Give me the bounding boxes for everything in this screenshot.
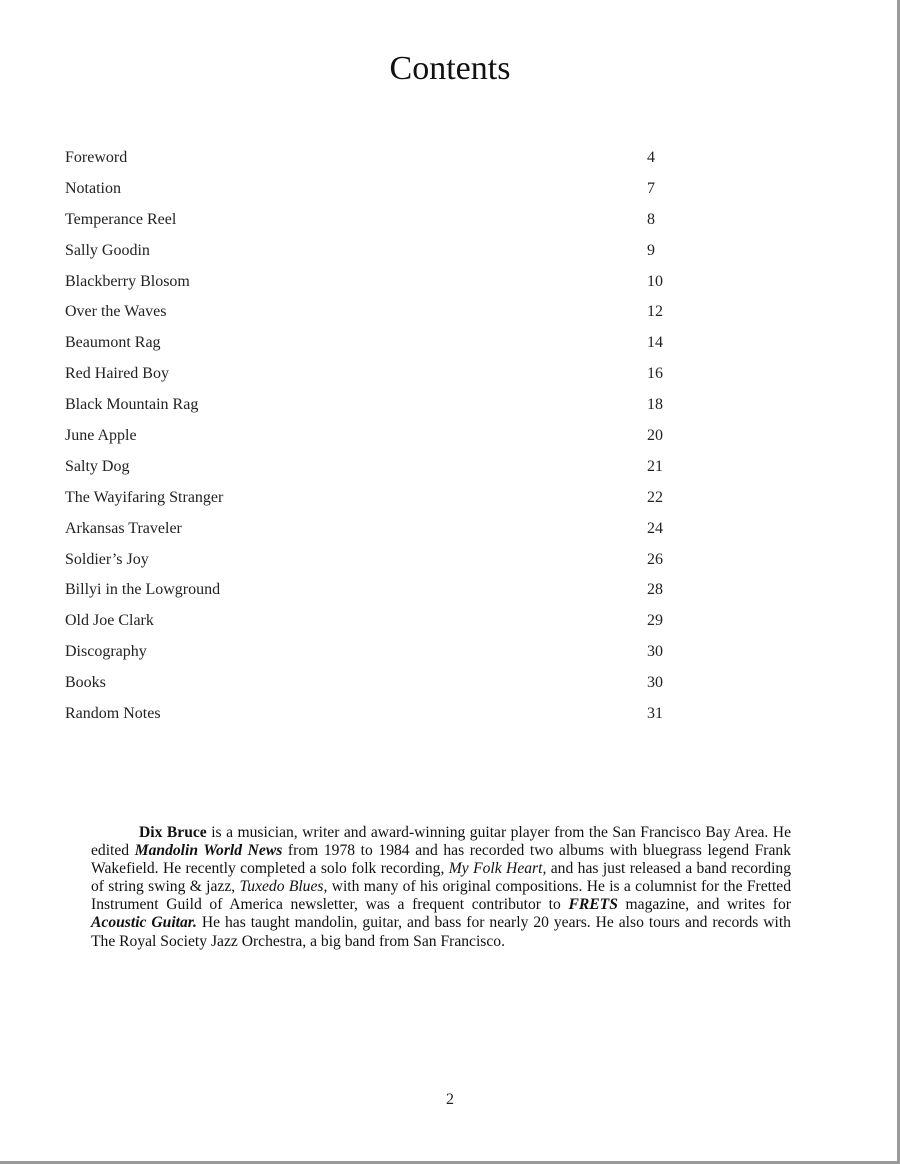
toc-entry-title: June Apple — [65, 427, 137, 445]
toc-entry-page: 28 — [647, 581, 663, 599]
toc-entry — [65, 208, 705, 239]
toc-entry — [65, 671, 705, 702]
toc-entry-page: 30 — [647, 674, 663, 692]
toc-entry-page: 31 — [647, 705, 663, 723]
toc-entry-title: Notation — [65, 179, 121, 197]
toc-entry-page: 16 — [647, 365, 663, 383]
toc-entry-page: 18 — [647, 396, 663, 414]
toc-entry-page: 10 — [647, 272, 663, 290]
toc-entry — [65, 146, 705, 177]
toc-entry — [65, 609, 705, 640]
bio-text: magazine, and writes for — [617, 896, 791, 914]
toc-entry — [65, 455, 705, 486]
bio-text: He has taught mandolin, guitar, and bass for nearly 20 years. He also tours and records with The Royal Society Jazz Orchestra, a big band from San Francisco. — [91, 914, 791, 950]
toc-entry-title: Sally Goodin — [65, 241, 150, 259]
author-name: Dix Bruce — [139, 824, 207, 841]
toc-entry — [65, 640, 705, 671]
toc-entry-title: Discography — [65, 643, 147, 661]
toc-entry-page: 29 — [647, 612, 663, 630]
toc-entry-page: 30 — [647, 643, 663, 661]
toc-entry-page: 4 — [647, 149, 655, 166]
toc-entry — [65, 239, 705, 270]
publication-title: FRETS — [568, 896, 618, 914]
toc-entry-title: Temperance Reel — [65, 210, 177, 228]
publication-title: Acoustic Guitar. — [91, 914, 197, 932]
toc-entry-title: Foreword — [65, 149, 128, 166]
toc-entry — [65, 300, 705, 331]
toc-entry-title: Salty Dog — [65, 457, 130, 475]
toc-entry — [65, 486, 705, 517]
toc-entry-title: Soldier’s Joy — [65, 550, 149, 568]
toc-entry — [65, 362, 705, 393]
page-number: 2 — [446, 1091, 454, 1108]
toc-entry-page: 26 — [647, 550, 663, 568]
toc-entry — [65, 331, 705, 362]
bio-text: and has just released a band recording of string swing & jazz, — [91, 860, 791, 896]
table-of-contents — [65, 146, 705, 733]
page-title: Contents — [389, 50, 511, 87]
toc-entry-title: Red Haired Boy — [65, 365, 169, 383]
toc-entry-title: Blackberry Blosom — [65, 272, 190, 290]
toc-entry-title: Over the Waves — [65, 303, 167, 321]
toc-entry-title: Beaumont Rag — [65, 334, 161, 352]
toc-entry-title: Random Notes — [65, 705, 161, 723]
toc-entry — [65, 517, 705, 548]
toc-entry-title: Old Joe Clark — [65, 612, 154, 630]
bio-text: from 1978 to 1984 and has recorded two albums with bluegrass legend Frank Wakefield. He recently completed a solo folk recording, — [91, 842, 792, 878]
publication-title: Mandolin World News — [134, 842, 283, 860]
author-bio — [91, 824, 791, 951]
toc-entry-page: 8 — [647, 210, 655, 228]
toc-entry-title: Arkansas Traveler — [65, 519, 182, 537]
toc-entry-title: Books — [65, 674, 106, 692]
toc-entry — [65, 424, 705, 455]
bio-text: with many of his original compositions. He is a columnist for the Fretted Instrument Guild of America newsletter, was a frequent contributor to — [91, 878, 791, 914]
album-title: Tuxedo Blues, — [239, 878, 328, 896]
toc-entry-page: 14 — [647, 334, 663, 352]
toc-entry — [65, 578, 705, 609]
bio-text: is a musician, writer and award-winning guitar player from the San Francisco Bay Area. He edited — [91, 824, 791, 860]
toc-entry-page: 21 — [647, 457, 663, 475]
toc-entry-page: 22 — [647, 488, 663, 506]
album-title: My Folk Heart, — [448, 860, 547, 878]
toc-entry-title: Black Mountain Rag — [65, 396, 199, 414]
toc-entry-title: Billyi in the Lowground — [65, 581, 221, 599]
toc-entry-title: The Wayifaring Stranger — [65, 488, 224, 506]
toc-entry-page: 7 — [647, 179, 655, 197]
toc-entry-page: 24 — [647, 519, 663, 537]
toc-entry — [65, 393, 705, 424]
toc-entry-page: 12 — [647, 303, 663, 321]
toc-entry — [65, 548, 705, 579]
toc-entry — [65, 177, 705, 208]
toc-entry-page: 9 — [647, 241, 655, 259]
toc-entry — [65, 270, 705, 301]
toc-entry — [65, 702, 705, 733]
toc-entry-page: 20 — [647, 427, 663, 445]
